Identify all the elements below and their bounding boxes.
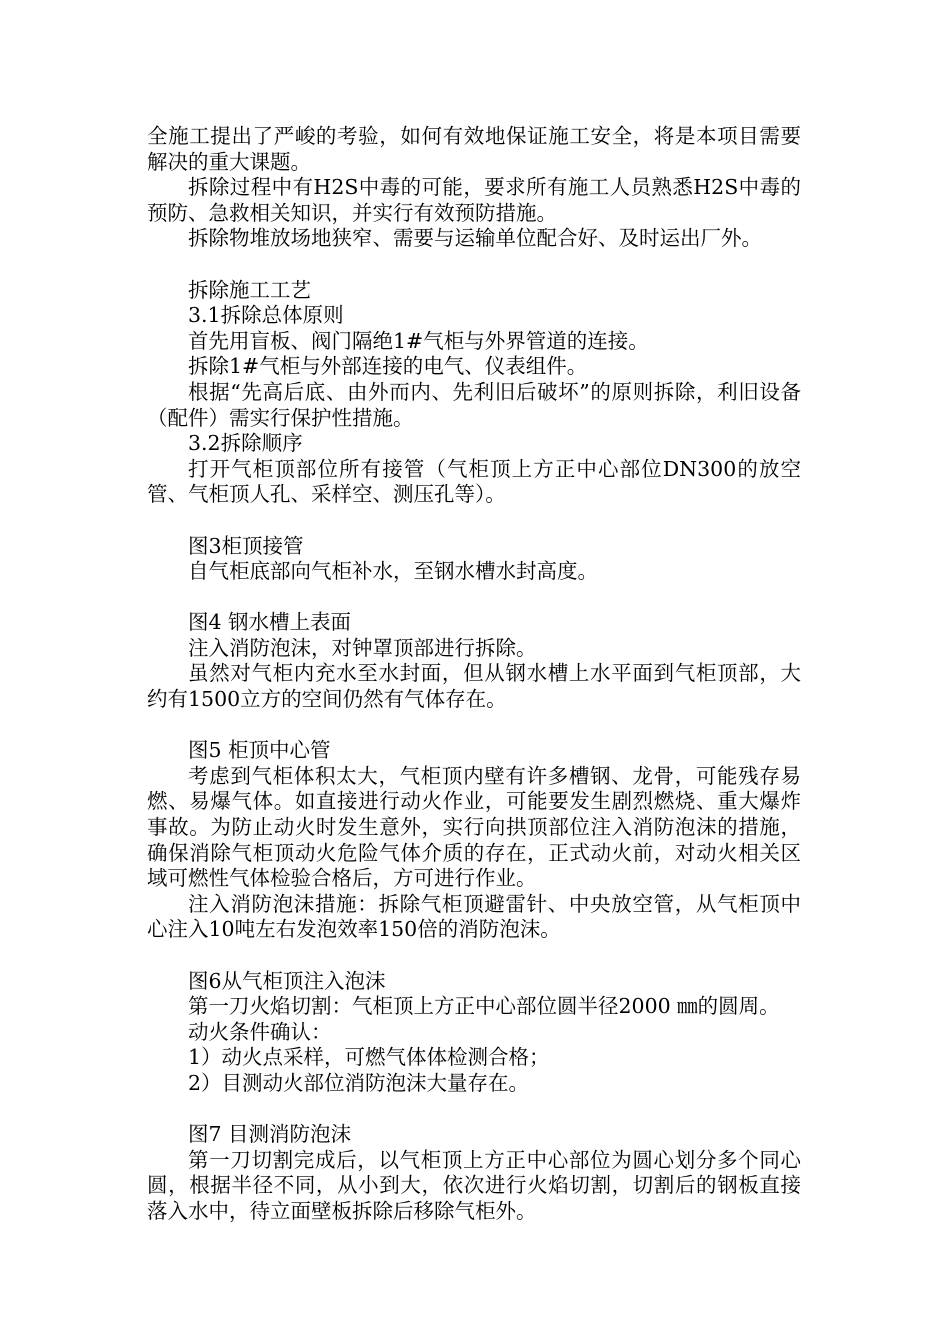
paragraph: 图3柜顶接管 — [188, 533, 304, 558]
paragraph: 拆除1#气柜与外部连接的电气、仪表组件。 — [188, 354, 588, 379]
document-body — [147, 124, 801, 1225]
paragraph: 打开气柜顶部位所有接管（气柜顶上方正中心部位DN300的放空管、气柜顶人孔、采样空、测压孔等）。 — [147, 456, 801, 507]
paragraph: 图7 目测消防泡沫 — [188, 1122, 352, 1147]
paragraph: 图6从气柜顶注入泡沫 — [188, 968, 386, 993]
paragraph: 动火条件确认： — [188, 1019, 332, 1044]
blank-line — [147, 585, 801, 611]
paragraph: 全施工提出了严峻的考验，如何有效地保证施工安全，将是本项目需要解决的重大课题。 — [147, 124, 801, 174]
paragraph: 首先用盲板、阀门隔绝1#气柜与外界管道的连接。 — [188, 328, 649, 353]
paragraph: 1）动火点采样，可燃气体体检测合格； — [188, 1045, 550, 1070]
paragraph: 第一刀火焰切割：气柜顶上方正中心部位圆半径2000 ㎜的圆周。 — [188, 994, 780, 1019]
paragraph: 第一刀切割完成后，以气柜顶上方正中心部位为圆心划分多个同心圆，根据半径不同，从小到大，依次进行火焰切割，切割后的钢板直接落入水中，待立面壁板拆除后移除气柜外。 — [147, 1147, 801, 1223]
paragraph: 2）目测动火部位消防泡沫大量存在。 — [188, 1070, 530, 1095]
paragraph: 注入消防泡沫，对钟罩顶部进行拆除。 — [188, 635, 537, 660]
paragraph: 注入消防泡沫措施：拆除气柜顶避雷针、中央放空管，从气柜顶中心注入10吨左右发泡效率150倍的消防泡沫。 — [147, 891, 801, 942]
paragraph: 图5 柜顶中心管 — [188, 738, 331, 763]
paragraph: 拆除物堆放场地狭窄、需要与运输单位配合好、及时运出厂外。 — [188, 226, 762, 251]
blank-line — [147, 943, 801, 969]
paragraph: 考虑到气柜体积太大，气柜顶内壁有许多槽钢、龙骨，可能残存易燃、易爆气体。如直接进行动火作业，可能要发生剧烈燃烧、重大爆炸事故。为防止动火时发生意外，实行向拱顶部位注入消防泡沫的措施，确保消除气柜顶动火危险气体介质的存在，正式动火前，对动火相关区域可燃性气体检验合格后，方可进行作业。 — [147, 763, 801, 891]
paragraph: 3.1拆除总体原则 — [188, 303, 344, 328]
blank-line — [147, 713, 801, 739]
paragraph: 3.2拆除顺序 — [188, 431, 303, 456]
paragraph: 图4 钢水槽上表面 — [188, 610, 352, 635]
blank-line — [147, 252, 801, 278]
blank-line — [147, 1097, 801, 1123]
paragraph: 拆除过程中有H2S中毒的可能，要求所有施工人员熟悉H2S中毒的预防、急救相关知识，并实行有效预防措施。 — [147, 175, 801, 225]
paragraph: 拆除施工工艺 — [188, 277, 311, 302]
paragraph: 自气柜底部向气柜补水，至钢水槽水封高度。 — [188, 559, 598, 584]
paragraph: 虽然对气柜内充水至水封面，但从钢水槽上水平面到气柜顶部，大约有1500立方的空间仍然有气体存在。 — [147, 661, 801, 712]
paragraph: 根据“先高后底、由外而内、先利旧后破坏”的原则拆除，利旧设备（配件）需实行保护性措施。 — [147, 379, 801, 430]
blank-line — [147, 508, 801, 534]
